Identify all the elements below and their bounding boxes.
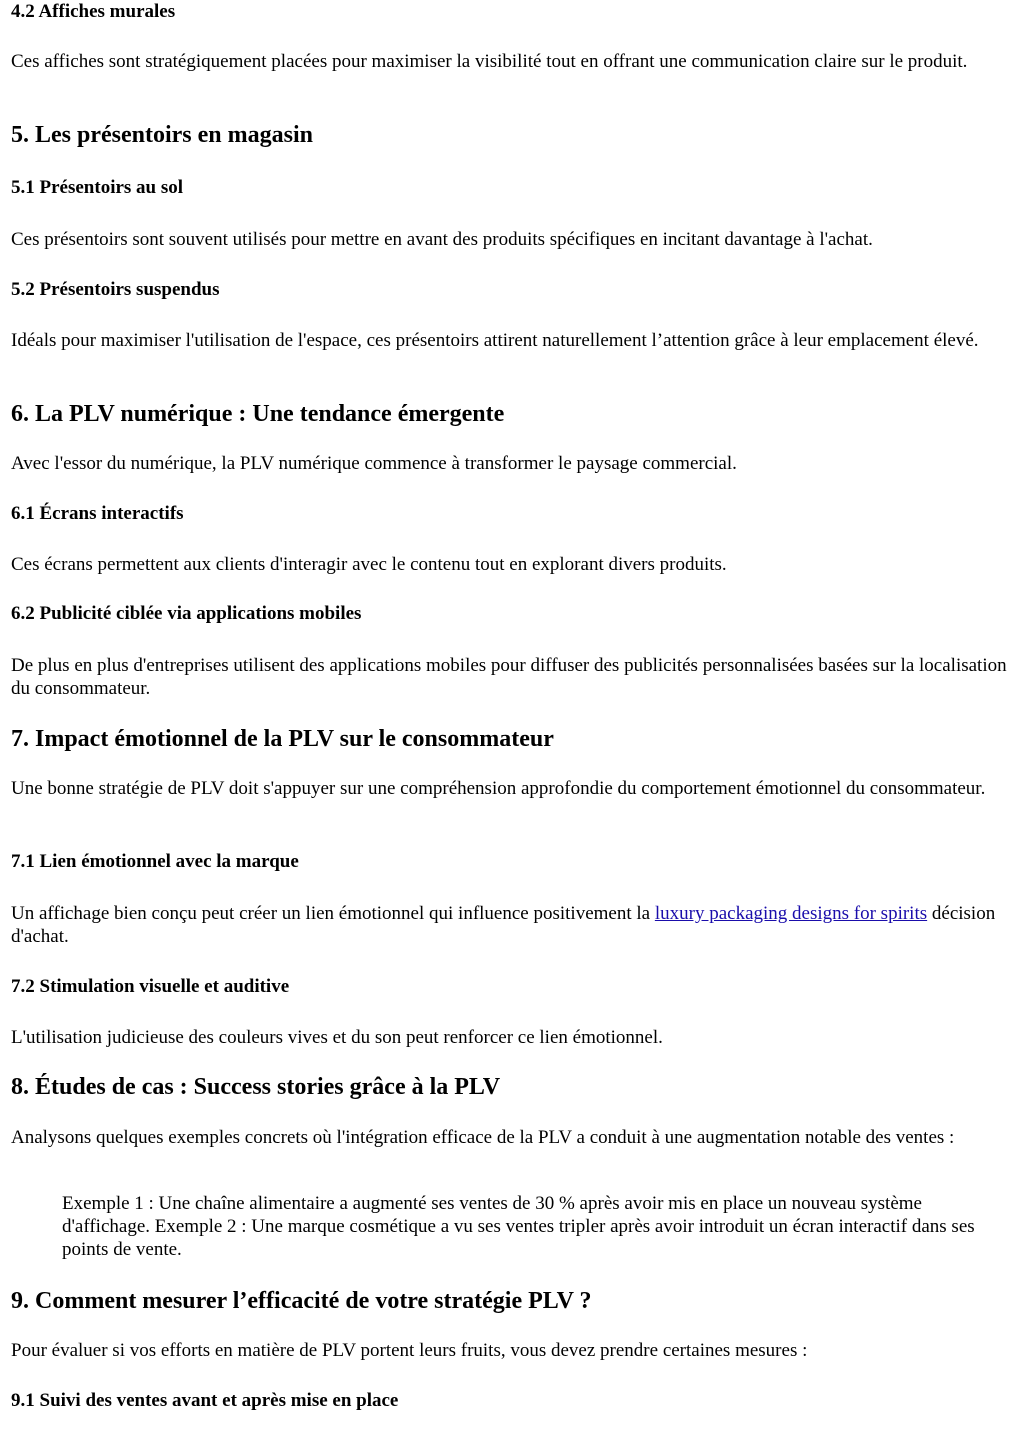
heading-7: 7. Impact émotionnel de la PLV sur le consommateur — [11, 726, 554, 752]
heading-9-1: 9.1 Suivi des ventes avant et après mise en place — [11, 1390, 399, 1411]
heading-9: 9. Comment mesurer l’efficacité de votre stratégie PLV ? — [11, 1288, 592, 1314]
paragraph-5-2: Idéals pour maximiser l'utilisation de l'espace, ces présentoirs attirent naturellement l’attention grâce à leur emplacement élevé. — [11, 330, 979, 351]
heading-5: 5. Les présentoirs en magasin — [11, 122, 313, 148]
heading-6-1: 6.1 Écrans interactifs — [11, 503, 184, 524]
heading-6-2: 6.2 Publicité ciblée via applications mobiles — [11, 603, 362, 624]
heading-5-1: 5.1 Présentoirs au sol — [11, 177, 184, 198]
paragraph-7-2: L'utilisation judicieuse des couleurs vives et du son peut renforcer ce lien émotionnel. — [11, 1027, 663, 1048]
paragraph-6-1: Ces écrans permettent aux clients d'interagir avec le contenu tout en explorant divers produits. — [11, 554, 727, 575]
paragraph-4-2: Ces affiches sont stratégiquement placées pour maximiser la visibilité tout en offrant une communication claire sur le produit. — [11, 51, 968, 72]
paragraph-5-1: Ces présentoirs sont souvent utilisés pour mettre en avant des produits spécifiques en incitant davantage à l'achat. — [11, 229, 873, 250]
heading-5-2: 5.2 Présentoirs suspendus — [11, 279, 220, 300]
heading-6: 6. La PLV numérique : Une tendance émergente — [11, 401, 505, 427]
heading-7-2: 7.2 Stimulation visuelle et auditive — [11, 976, 290, 997]
paragraph-6-2: De plus en plus d'entreprises utilisent des applications mobiles pour diffuser des publicités personnalisées basées sur la localisation du consommateur. — [11, 655, 1007, 699]
paragraph-7-1-text-before: Un affichage bien conçu peut créer un lien émotionnel qui influence positivement la — [11, 903, 655, 924]
paragraph-7-1 — [11, 902, 1013, 948]
paragraph-9: Pour évaluer si vos efforts en matière de PLV portent leurs fruits, vous devez prendre certaines mesures : — [11, 1340, 808, 1361]
paragraph-8: Analysons quelques exemples concrets où l'intégration efficace de la PLV a conduit à une augmentation notable des ventes : — [11, 1127, 955, 1148]
paragraph-7: Une bonne stratégie de PLV doit s'appuyer sur une compréhension approfondie du comportement émotionnel du consommateur. — [11, 778, 986, 799]
case-study-quote: Exemple 1 : Une chaîne alimentaire a augmenté ses ventes de 30 % après avoir mis en place un nouveau système d'affichage. Exemple 2 : Une marque cosmétique a vu ses ventes tripler après avoir introduit un écran interactif dans ses points de vente. — [62, 1193, 975, 1260]
heading-7-1: 7.1 Lien émotionnel avec la marque — [11, 851, 299, 872]
paragraph-6: Avec l'essor du numérique, la PLV numérique commence à transformer le paysage commercial. — [11, 453, 737, 474]
luxury-packaging-link[interactable]: luxury packaging designs for spirits — [654, 903, 928, 924]
heading-8: 8. Études de cas : Success stories grâce à la PLV — [11, 1074, 501, 1100]
paragraph-7-1-text-after: décision d'achat. — [11, 903, 996, 947]
heading-4-2: 4.2 Affiches murales — [11, 1, 176, 22]
